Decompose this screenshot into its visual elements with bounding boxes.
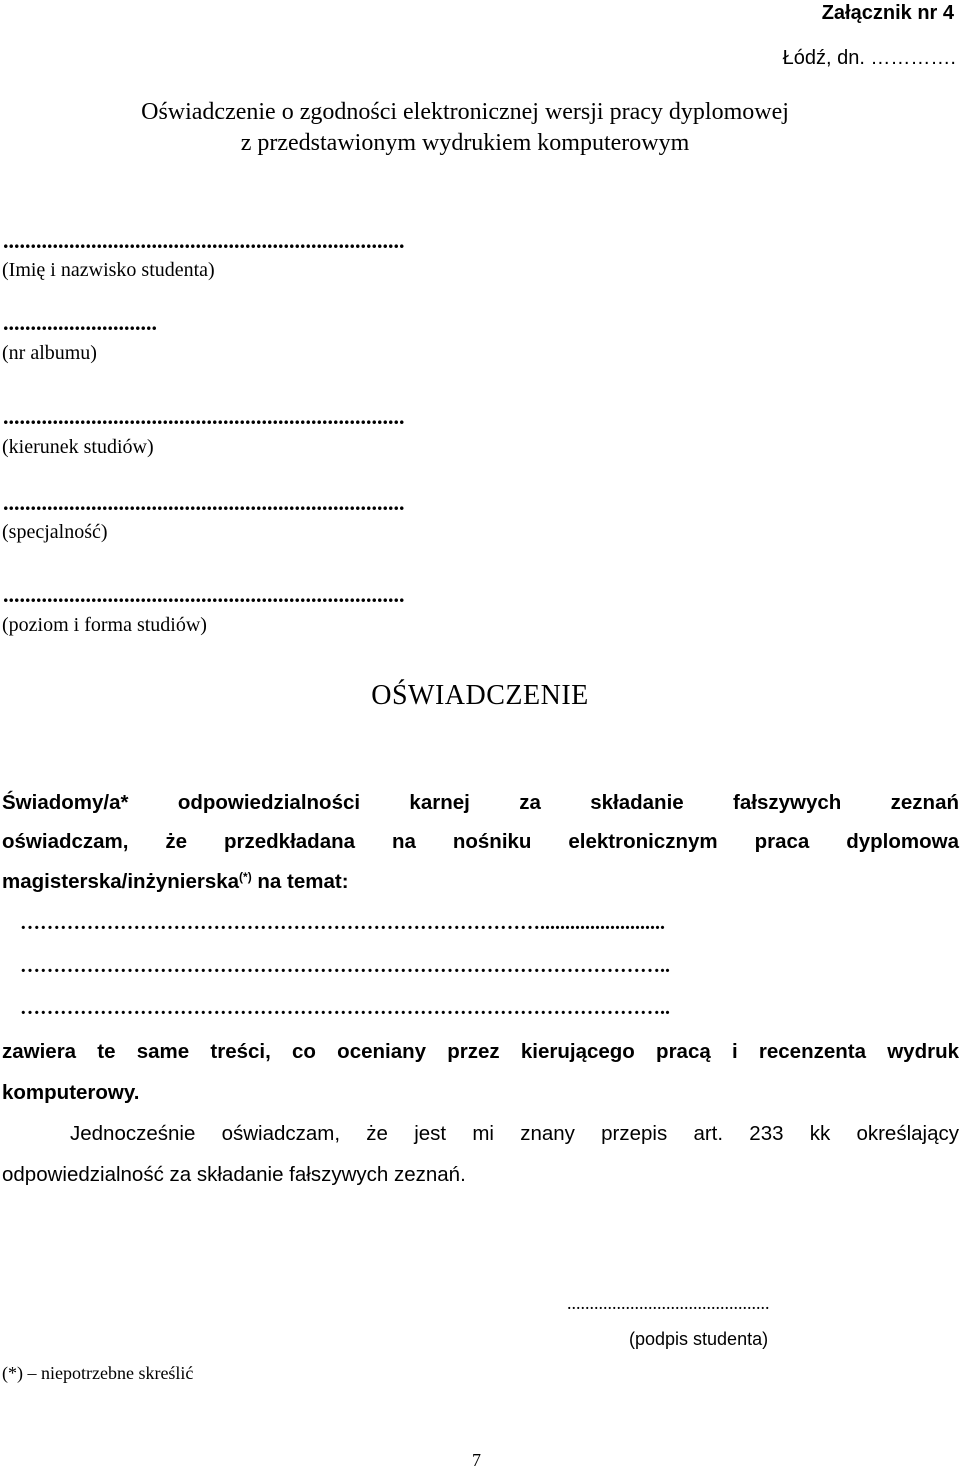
document-title [0,97,930,159]
footnote-marker: (*) [239,870,252,884]
thesis-topic-line-2: …………………………………………………………………………………….. [20,955,670,977]
on-topic-text: na temat: [251,870,349,893]
statement-paragraph-1-line-2: oświadczam, że przedkładana na nośniku elektronicznym praca dyplomowa [2,830,959,853]
study-level-caption: (poziom i forma studiów) [2,614,207,636]
thesis-topic-line-1: ……………………………………………………………………......................... [20,912,665,934]
statement-paragraph-2-line-2: komputerowy. [2,1081,140,1104]
signature-dots: ............................................. [567,1293,770,1313]
signature-caption: (podpis studenta) [629,1329,769,1349]
specialty-dots: ......................................................................... [3,490,405,515]
student-name-dots: ......................................................................... [3,228,405,253]
statement-paragraph-2-line-1: zawiera te same treści, co oceniany przez kierującego pracą i recenzenta wydruk [2,1040,959,1063]
attachment-label: Załącznik nr 4 [821,2,954,24]
study-level-dots: ......................................................................... [3,582,405,607]
statement-paragraph-1-line-1: Świadomy/a* odpowiedzialności karnej za składanie fałszywych zeznań [2,791,959,814]
document-title-line-1: Oświadczenie o zgodności elektronicznej wersji pracy dyplomowej [141,99,789,125]
footnote: (*) – niepotrzebne skreślić [2,1363,194,1383]
album-number-dots: ............................ [3,310,157,335]
degree-type-text: magisterska/inżynierska [2,870,240,893]
field-of-study-dots: ......................................................................... [3,404,405,429]
specialty-caption: (specjalność) [2,521,108,543]
thesis-topic-line-3: …………………………………………………………………………………….. [20,997,670,1019]
statement-paragraph-1-line-3 [2,870,959,894]
statement-paragraph-3-line-2: odpowiedzialność za składanie fałszywych zeznań. [2,1163,466,1186]
field-of-study-caption: (kierunek studiów) [2,436,154,458]
place-date-line: Łódź, dn. …………. [782,47,956,69]
statement-paragraph-3-line-1: Jednocześnie oświadczam, że jest mi znany przepis art. 233 kk określający [70,1122,959,1145]
statement-heading: OŚWIADCZENIE [371,680,589,711]
album-number-caption: (nr albumu) [2,342,97,364]
student-name-caption: (Imię i nazwisko studenta) [2,259,215,281]
document-title-line-2: z przedstawionym wydrukiem komputerowym [240,130,690,156]
page-number: 7 [472,1450,481,1470]
